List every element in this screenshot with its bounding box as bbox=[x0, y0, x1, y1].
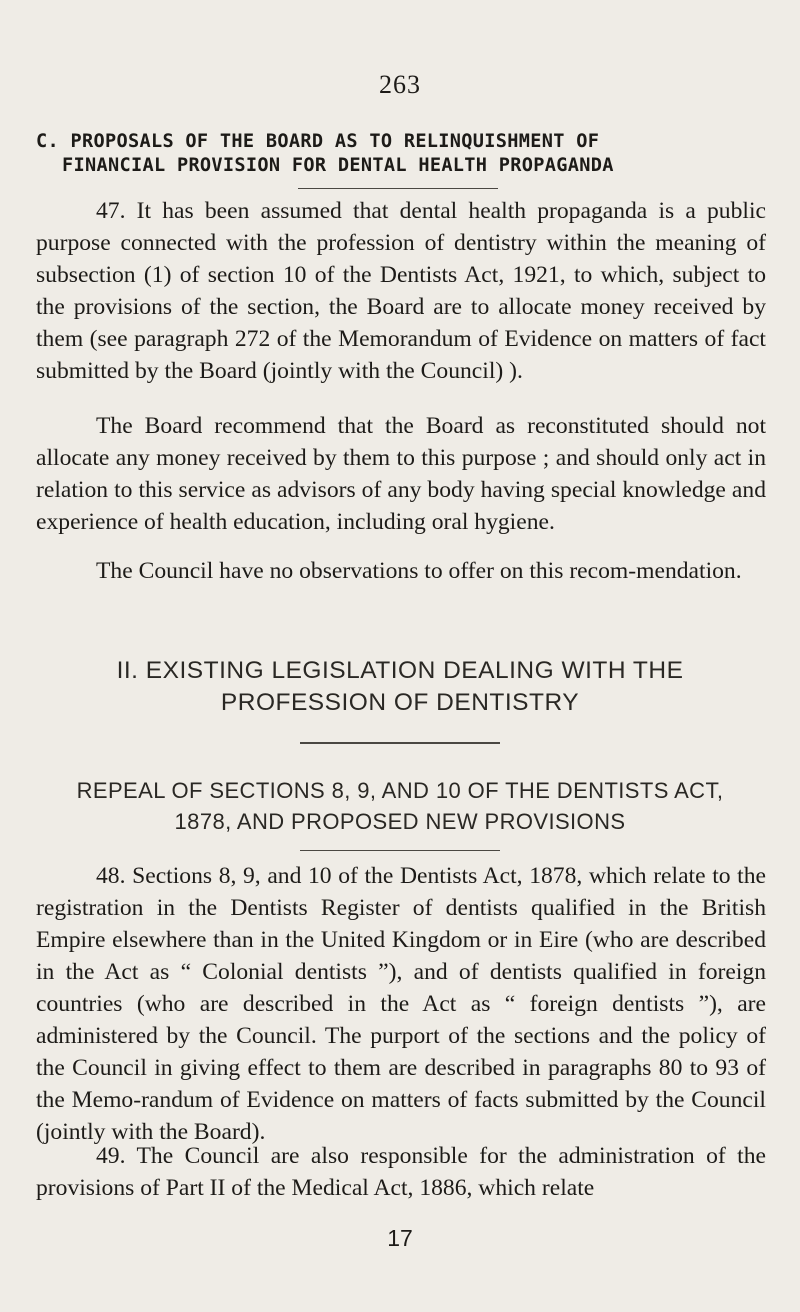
part-ii-rule bbox=[300, 742, 500, 744]
part-ii-heading bbox=[0, 655, 800, 719]
part-ii-heading-line2: PROFESSION OF DENTISTRY bbox=[220, 689, 580, 716]
section-c-heading-line2: FINANCIAL PROVISION FOR DENTAL HEALTH PROPAGANDA bbox=[62, 155, 614, 176]
repeal-heading-line2: 1878, AND PROPOSED NEW PROVISIONS bbox=[174, 809, 626, 834]
paragraph-49: 49. The Council are also responsible for the administration of the provisions of Part II of the Medical Act, 1886, which relate bbox=[36, 1143, 766, 1201]
section-c-heading-line1: C. PROPOSALS OF THE BOARD AS TO RELINQUISHMENT OF bbox=[36, 131, 600, 152]
paragraph-board-recommend: The Board recommend that the Board as reconstituted should not allocate any money received by them to this purpose ; and should only act in relation to this service as advisors of any body having special knowledge and experience of health education, including oral hygiene. bbox=[36, 413, 766, 535]
paragraph-47: 47. It has been assumed that dental health propaganda is a public purpose connected with the profession of dentistry within the meaning of subsection (1) of section 10 of the Dentists Act, 1921, to which, subject to the provisions of the section, the Board are to allocate money received by them (see paragraph 272 of the Memorandum of Evidence on matters of fact submitted by the Board (jointly with the Council) ). bbox=[36, 198, 766, 384]
repeal-rule bbox=[300, 850, 500, 851]
signature-mark: 17 bbox=[387, 1225, 413, 1251]
part-ii-heading-line1: II. EXISTING LEGISLATION DEALING WITH THE bbox=[116, 657, 684, 684]
section-c-rule bbox=[298, 188, 498, 189]
page-number: 263 bbox=[379, 70, 421, 99]
paragraph-48: 48. Sections 8, 9, and 10 of the Dentists Act, 1878, which relate to the registration in the Dentists Register of dentists qualified in the British Empire elsewhere than in the United Kingdom or in Eire (who are described in the Act as “ Colonial dentists ”), and of dentists qualified in foreign countries (who are described in the Act as “ foreign dentists ”), are administered by the Council. The purport of the sections and the policy of the Council in giving effect to them are described in paragraphs 80 to 93 of the Memo-randum of Evidence on matters of facts submitted by the Council (jointly with the Board). bbox=[36, 863, 766, 1145]
repeal-heading-line1: REPEAL OF SECTIONS 8, 9, AND 10 OF THE DENTISTS ACT, bbox=[76, 778, 724, 803]
paragraph-council-observations: The Council have no observations to offer on this recom-mendation. bbox=[96, 558, 742, 584]
section-c-heading bbox=[36, 130, 766, 178]
repeal-heading bbox=[0, 775, 800, 837]
